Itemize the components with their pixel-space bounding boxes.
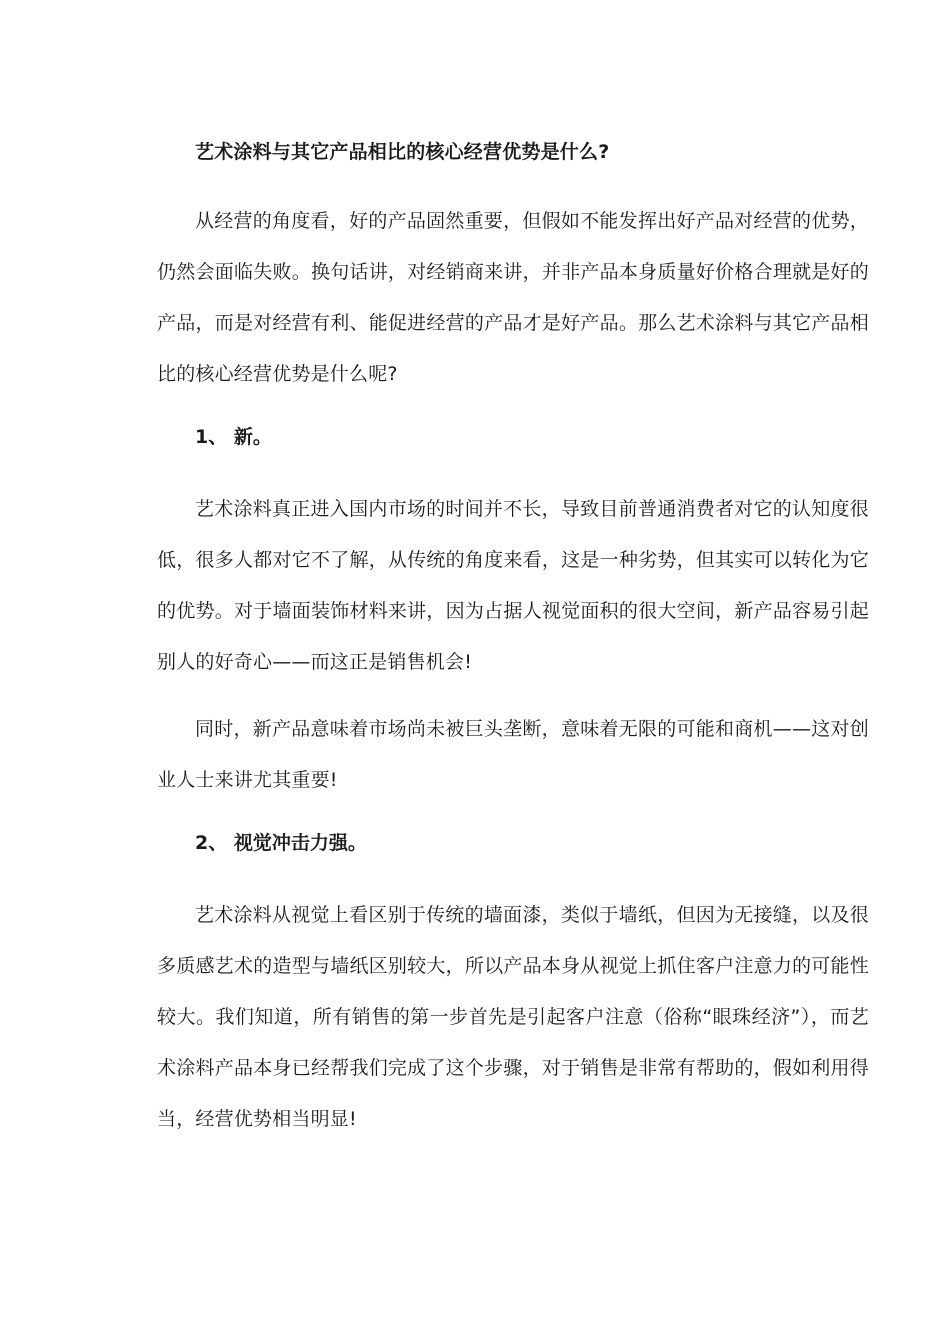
intro-paragraph: 从经营的角度看，好的产品固然重要，但假如不能发挥出好产品对经营的优势，仍然会面临失败。换句话讲，对经销商来讲，并非产品本身质量好价格合理就是好的产品，而是对经营有利、能促进经营的产品才是好产品。那么艺术涂料与其它产品相比的核心经营优势是什么呢? xyxy=(157,210,869,385)
section-1-paragraph-1: 艺术涂料真正进入国内市场的时间并不长，导致目前普通消费者对它的认知度很低，很多人都对它不了解，从传统的角度来看，这是一种劣势，但其实可以转化为它的优势。对于墙面装饰材料来讲，因为占据人视觉面积的很大空间，新产品容易引起别人的好奇心——而这正是销售机会! xyxy=(157,498,869,673)
document-page xyxy=(157,133,869,1161)
document-title: 艺术涂料与其它产品相比的核心经营优势是什么? xyxy=(195,141,610,163)
section-1-paragraph-2: 同时，新产品意味着市场尚未被巨头垄断，意味着无限的可能和商机——这对创业人士来讲尤其重要! xyxy=(157,718,869,791)
section-2-paragraph-1: 艺术涂料从视觉上看区别于传统的墙面漆，类似于墙纸，但因为无接缝，以及很多质感艺术的造型与墙纸区别较大，所以产品本身从视觉上抓住客户注意力的可能性较大。我们知道，所有销售的第一步首先是引起客户注意（俗称“眼珠经济”），而艺术涂料产品本身已经帮我们完成了这个步骤，对于销售是非常有帮助的，假如利用得当，经营优势相当明显! xyxy=(157,904,869,1130)
section-title-1: 1、 新。 xyxy=(195,426,272,448)
section-title-2: 2、 视觉冲击力强。 xyxy=(195,832,367,854)
